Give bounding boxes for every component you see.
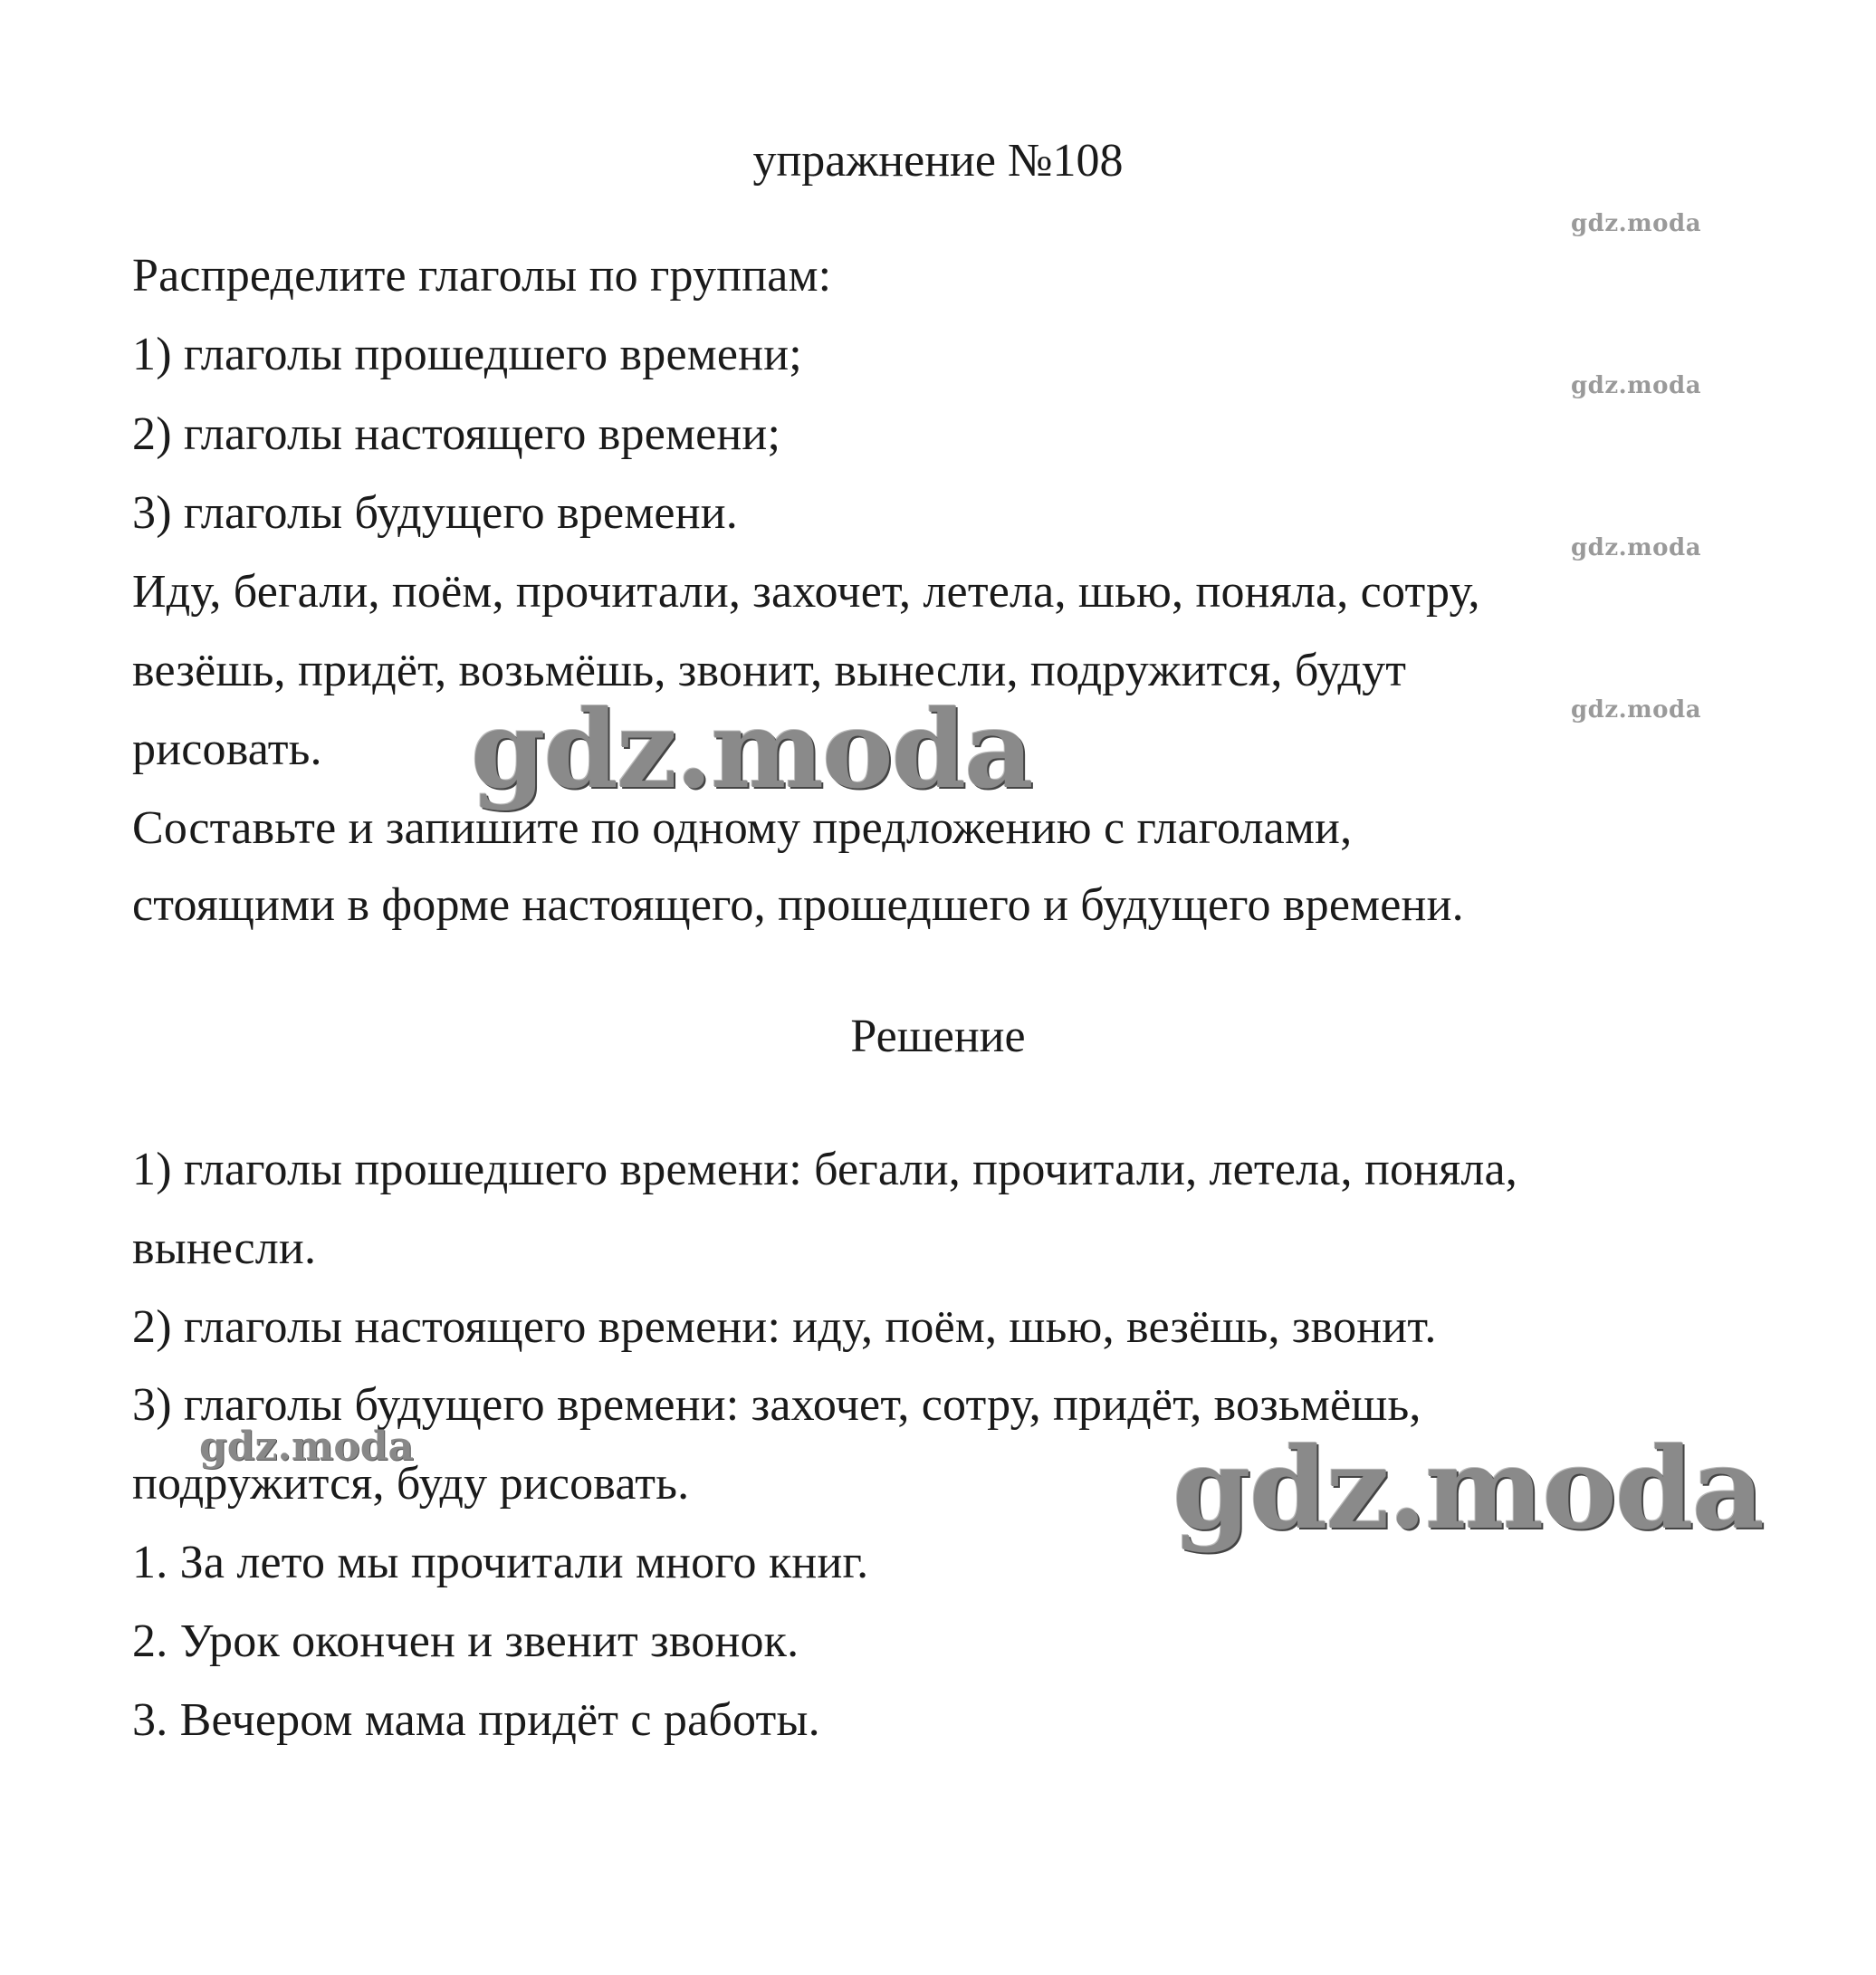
solution-heading: Решение <box>850 1011 1026 1062</box>
watermark-small: gdz.moda <box>1571 372 1702 399</box>
watermark-small: gdz.moda <box>1571 696 1702 724</box>
solution-line-5: подружится, буду рисовать. <box>132 1458 690 1510</box>
task-line-9: стоящими в форме настоящего, прошедшего и будущего времени. <box>132 879 1464 931</box>
solution-line-1: 1) глаголы прошедшего времени: бегали, прочитали, летела, поняла, <box>132 1144 1517 1195</box>
watermark-large: gdz.moda <box>471 686 1032 812</box>
task-line-1: Распределите глаголы по группам: <box>132 250 832 302</box>
task-line-3: 2) глаголы настоящего времени; <box>132 408 781 460</box>
task-line-6: везёшь, придёт, возьмёшь, звонит, вынесли, подружится, будут <box>132 645 1407 696</box>
task-line-8: Составьте и запишите по одному предложению с глаголами, <box>132 802 1353 854</box>
task-line-5: Иду, бегали, поём, прочитали, захочет, летела, шью, поняла, сотру, <box>132 566 1480 618</box>
solution-line-4: 3) глаголы будущего времени: захочет, сотру, придёт, возьмёшь, <box>132 1379 1421 1431</box>
solution-line-2: вынесли. <box>132 1222 317 1274</box>
watermark-small: gdz.moda <box>1571 534 1702 561</box>
watermark-small: gdz.moda <box>1571 210 1702 237</box>
exercise-title: упражнение №108 <box>752 135 1124 187</box>
task-line-4: 3) глаголы будущего времени. <box>132 487 738 539</box>
task-line-7: рисовать. <box>132 724 322 775</box>
solution-line-8: 3. Вечером мама придёт с работы. <box>132 1694 820 1746</box>
task-line-2: 1) глаголы прошедшего времени; <box>132 329 802 380</box>
watermark-medium: gdz.moda <box>199 1424 415 1470</box>
solution-line-6: 1. За лето мы прочитали много книг. <box>132 1537 869 1588</box>
solution-line-7: 2. Урок окончен и звенит звонок. <box>132 1615 799 1667</box>
solution-line-3: 2) глаголы настоящего времени: иду, поём, шью, везёшь, звонит. <box>132 1301 1437 1353</box>
watermark-large: gdz.moda <box>1172 1424 1763 1555</box>
